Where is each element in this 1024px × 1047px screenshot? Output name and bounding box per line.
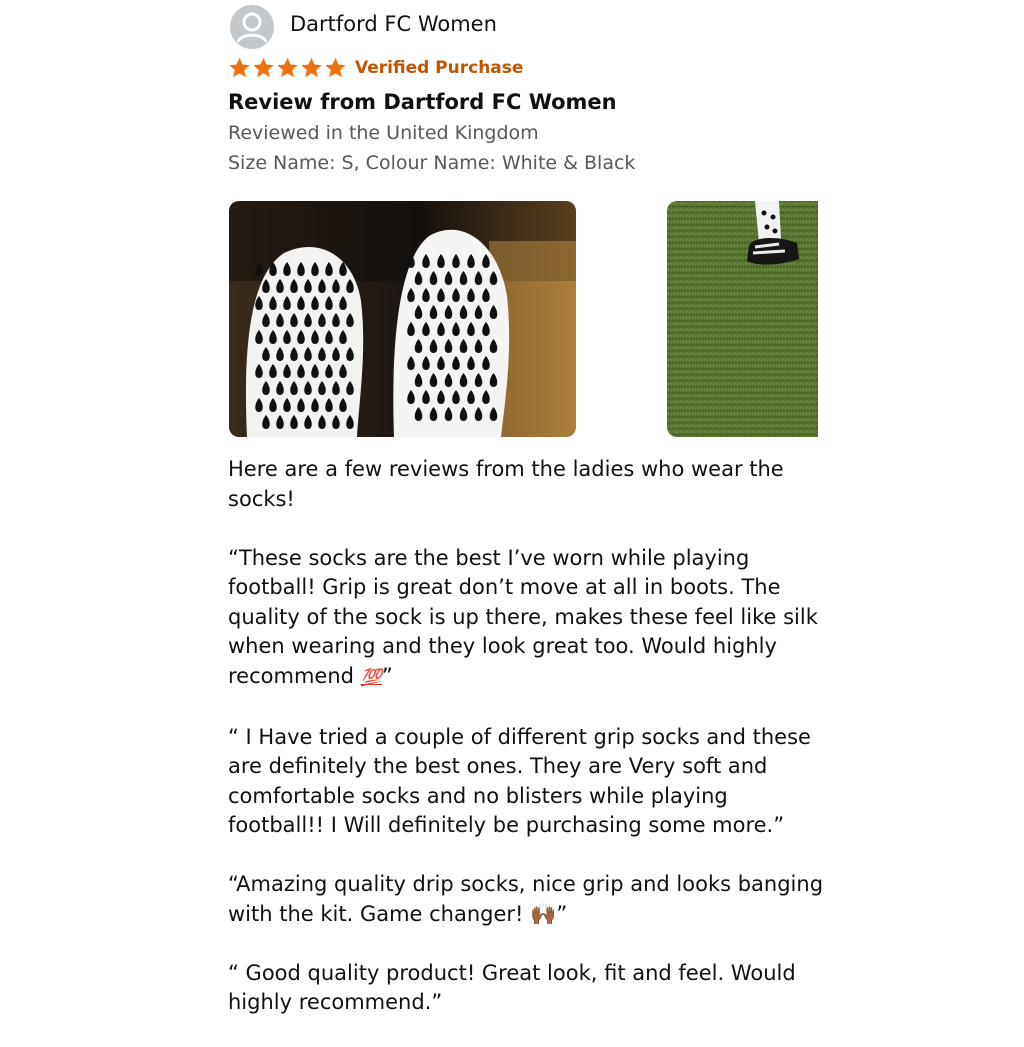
hundred-points-icon: 💯 — [360, 667, 382, 688]
review-body — [228, 455, 828, 1047]
review-quote-2: “ I Have tried a couple of different grip socks and these are definitely the best ones. They are Very soft and comfortable socks and no blisters while playing football!! I Will definitely be purchasing some more.” — [228, 724, 811, 837]
socks-photo-icon — [229, 201, 576, 437]
user-icon — [230, 5, 274, 49]
pitch-photo-icon — [667, 201, 818, 437]
review-title[interactable]: Review from Dartford FC Women — [228, 90, 617, 114]
quote-3-close: ” — [556, 901, 568, 926]
quote-3-text: “Amazing quality drip socks, nice grip and looks banging with the kit. Game changer! — [228, 872, 824, 926]
star-rating — [228, 56, 347, 80]
quote-1-close: ” — [381, 663, 393, 688]
review-image-pitch[interactable] — [667, 201, 818, 437]
star-icon — [300, 56, 323, 80]
review-quote-1 — [228, 544, 828, 694]
avatar[interactable] — [230, 5, 274, 49]
product-variant[interactable]: Size Name: S, Colour Name: White & Black — [228, 152, 636, 174]
review-quote-3 — [228, 870, 828, 929]
reviewer-name[interactable]: Dartford FC Women — [290, 12, 497, 36]
star-icon — [252, 56, 275, 80]
raised-hands-icon: 🙌🏾 — [530, 901, 557, 926]
review-quote-4: “ Good quality product! Great look, fit and feel. Would highly recommend.” — [228, 960, 796, 1014]
review-image-socks[interactable] — [229, 201, 576, 437]
star-icon — [276, 56, 299, 80]
quote-1-text: “These socks are the best I’ve worn while playing football! Grip is great don’t move at all in boots. The quality of the sock is up there, makes these feel like silk when wearing and they look great too. Would highly recommend — [228, 545, 818, 688]
star-icon — [324, 56, 347, 80]
verified-purchase-badge: Verified Purchase — [355, 58, 524, 78]
review-intro: Here are a few reviews from the ladies who wear the socks! — [228, 457, 784, 511]
star-icon — [228, 56, 251, 80]
review-location: Reviewed in the United Kingdom — [228, 122, 539, 144]
